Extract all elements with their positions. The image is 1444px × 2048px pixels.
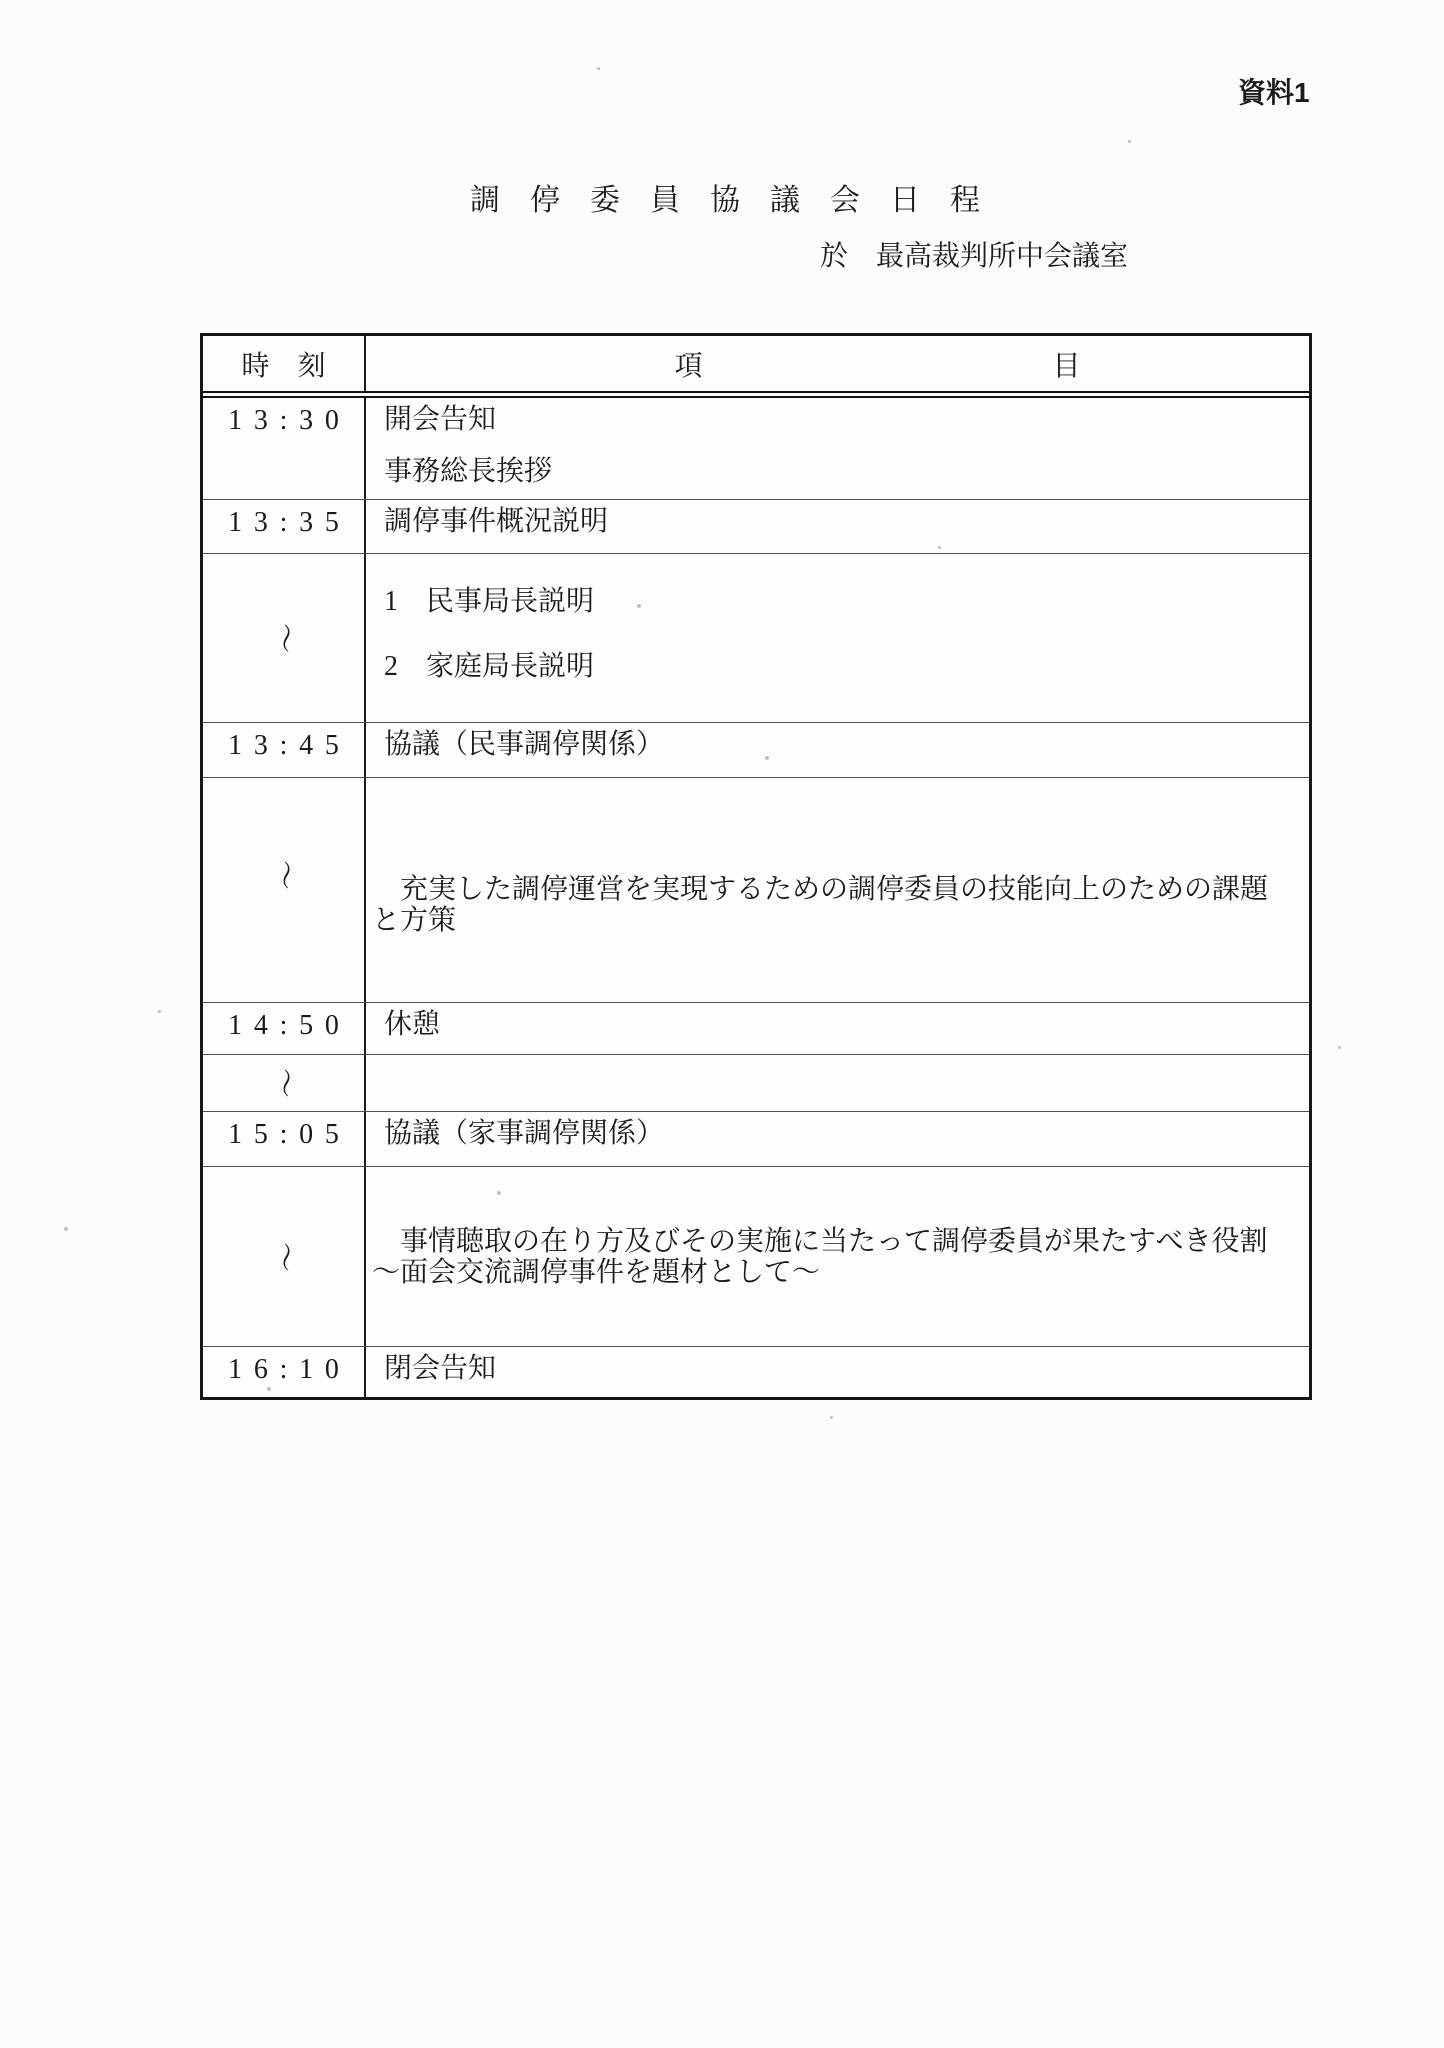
table-row-continuation-1 (203, 554, 1309, 723)
table-row-1450 (203, 1003, 1309, 1055)
time-cell (203, 500, 366, 553)
wave-dash-icon: 〜 (267, 623, 301, 653)
schedule-table (200, 333, 1312, 1400)
item-line: 1 民事局長説明 (384, 586, 595, 617)
table-header-row (203, 336, 1309, 393)
time-value: 16:10 (228, 1354, 351, 1385)
time-cell (203, 1167, 366, 1346)
time-cell (203, 554, 366, 722)
item-cell (366, 554, 1309, 722)
item-line: 事務総長挨拶 (384, 456, 553, 487)
table-row-continuation-2 (203, 778, 1309, 1003)
table-row-1610 (203, 1347, 1309, 1397)
time-cell (203, 1112, 366, 1166)
time-header-cell (203, 336, 366, 391)
wave-dash-icon: 〜 (267, 1068, 301, 1098)
scan-speck (938, 546, 941, 549)
scan-speck (158, 1010, 161, 1013)
scan-speck (497, 1191, 501, 1195)
time-cell (203, 398, 366, 499)
table-row-1505 (203, 1112, 1309, 1167)
scan-speck (637, 604, 641, 608)
table-row-continuation-4 (203, 1167, 1309, 1347)
table-row-continuation-3 (203, 1055, 1309, 1112)
item-cell (366, 1112, 1309, 1166)
item-header-char-2: 目 (1052, 350, 1081, 382)
item-cell (366, 500, 1309, 553)
item-line: 閉会告知 (384, 1353, 497, 1384)
scan-speck (64, 1227, 68, 1231)
scan-speck (1218, 888, 1221, 891)
time-value: 15:05 (228, 1119, 351, 1150)
table-row-1345 (203, 723, 1309, 778)
wave-dash-icon: 〜 (267, 1241, 301, 1272)
time-header-label: 時 刻 (241, 350, 326, 382)
item-line: 協議（家事調停関係） (384, 1118, 665, 1149)
time-cell (203, 1003, 366, 1054)
time-value: 14:50 (228, 1010, 351, 1041)
scan-speck (830, 1416, 833, 1419)
wave-dash-icon: 〜 (267, 860, 301, 890)
page-title: 調停委員協議会日程 (470, 184, 1010, 217)
time-cell (203, 778, 366, 1002)
item-line: 2 家庭局長説明 (384, 651, 595, 682)
item-line: 調停事件概況説明 (384, 506, 609, 537)
time-cell (203, 723, 366, 777)
scan-speck (1128, 140, 1131, 143)
time-value: 13:30 (228, 405, 351, 436)
item-cell (366, 398, 1309, 499)
scan-speck (267, 1387, 271, 1391)
venue-line: 於 最高裁判所中会議室 (820, 241, 1129, 272)
time-cell (203, 1347, 366, 1397)
item-header-cell (366, 336, 1309, 391)
item-line: 協議（民事調停関係） (384, 729, 665, 760)
scan-speck (765, 756, 769, 760)
time-value: 13:45 (228, 730, 351, 761)
item-line: と方策 (372, 905, 457, 936)
item-line: 〜面会交流調停事件を題材として〜 (372, 1256, 821, 1288)
item-cell (366, 1055, 1309, 1111)
table-row-1330 (203, 398, 1309, 500)
item-line: 事情聴取の在り方及びその実施に当たって調停委員が果たすべき役割 (372, 1225, 1268, 1257)
item-cell (366, 1347, 1309, 1397)
scan-speck (597, 67, 600, 70)
item-line: 開会告知 (384, 404, 497, 435)
item-cell (366, 1167, 1309, 1346)
item-cell (366, 778, 1309, 1002)
item-cell (366, 723, 1309, 777)
scan-speck (1338, 1046, 1341, 1049)
table-row-1335 (203, 500, 1309, 554)
doc-ref-label: 資料1 (1238, 77, 1310, 108)
item-line: 休憩 (384, 1009, 441, 1040)
time-cell (203, 1055, 366, 1111)
item-line: 充実した調停運営を実現するための調停委員の技能向上のための課題 (372, 874, 1269, 905)
item-cell (366, 1003, 1309, 1054)
item-header-char-1: 項 (674, 350, 703, 382)
item-header-label (674, 344, 1080, 384)
time-value: 13:35 (228, 507, 351, 538)
